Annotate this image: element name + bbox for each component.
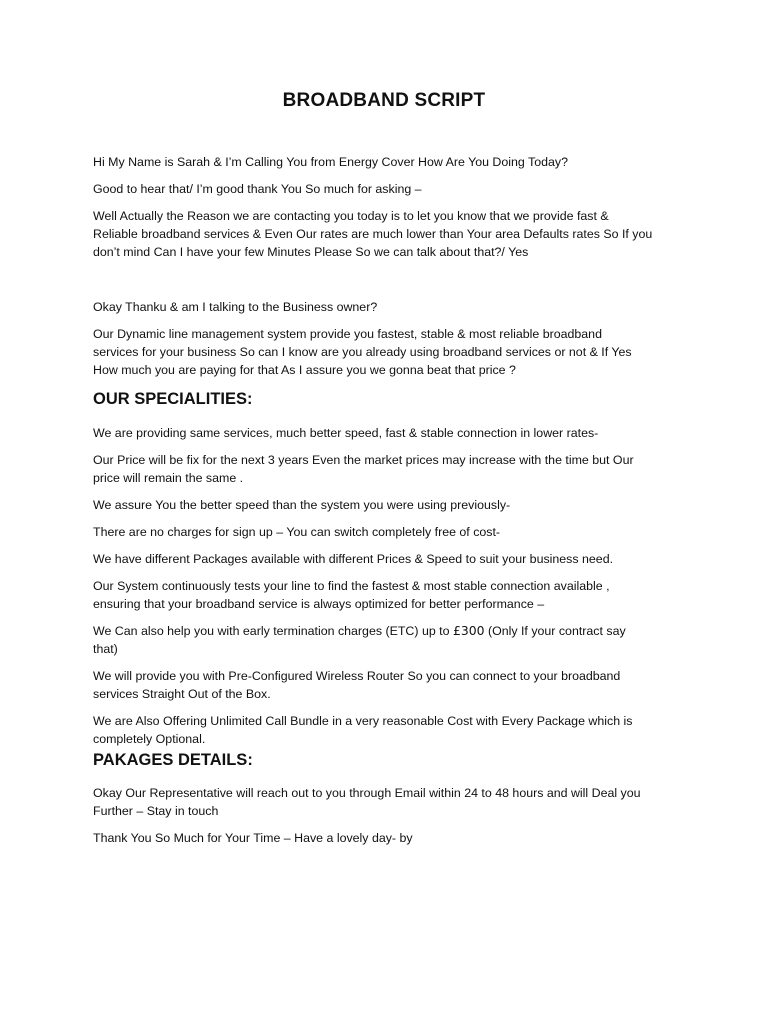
system-tests-line: Our System continuously tests your line to find the fastest & most stable connection available ,: [93, 579, 610, 593]
owner-check-line: Okay Thanku & am I talking to the Business owner?: [93, 300, 378, 314]
same-services-line: We are providing same services, much better speed, fast & stable connection in lower rates-: [93, 426, 599, 440]
system-tests-paragraph: [93, 577, 683, 613]
reason-line: Well Actually the Reason we are contacting you today is to let you know that we provide fast &: [93, 209, 609, 223]
representative-line: Further – Stay in touch: [93, 804, 219, 818]
better-speed-line: We assure You the better speed than the system you were using previously-: [93, 498, 511, 512]
etc-amount: £300: [452, 623, 485, 638]
response-line: Good to hear that/ I’m good thank You So much for asking –: [93, 182, 422, 196]
price-fix-line: Our Price will be fix for the next 3 years Even the market prices may increase with the time but Our: [93, 453, 634, 467]
system-tests-line: ensuring that your broadband service is always optimized for better performance –: [93, 597, 545, 611]
greeting-line: Hi My Name is Sarah & I’m Calling You from Energy Cover How Are You Doing Today?: [93, 155, 568, 169]
reason-line: Reliable broadband services & Even Our rates are much lower than Your area Defaults rates So If you: [93, 227, 653, 241]
dynamic-line: services for your business So can I know are you already using broadband services or not & If Yes: [93, 345, 632, 359]
etc-text-after: (Only If your contract say: [484, 624, 626, 638]
call-bundle-line: completely Optional.: [93, 732, 206, 746]
etc-text-before: We Can also help you with early termination charges (ETC) up to: [93, 624, 453, 638]
router-line: services Straight Out of the Box.: [93, 687, 271, 701]
no-charges-paragraph: [93, 523, 683, 541]
packages-heading: PAKAGES DETAILS:: [93, 751, 253, 769]
etc-line: that): [93, 642, 118, 656]
etc-paragraph: [93, 622, 683, 658]
no-charges-line: There are no charges for sign up – You can switch completely free of cost-: [93, 525, 501, 539]
response-paragraph: [93, 180, 683, 198]
reason-paragraph: [93, 207, 683, 261]
dynamic-line: How much you are paying for that As I assure you we gonna beat that price ?: [93, 363, 516, 377]
same-services-paragraph: [93, 424, 683, 442]
document-title: BROADBAND SCRIPT: [282, 90, 486, 111]
closing-paragraph: [93, 829, 683, 847]
specialities-heading: OUR SPECIALITIES:: [93, 390, 253, 408]
price-fix-paragraph: [93, 451, 683, 487]
representative-paragraph: [93, 784, 683, 820]
etc-line: [93, 622, 683, 640]
packages-line: We have different Packages available with different Prices & Speed to suit your business need.: [93, 552, 614, 566]
price-fix-line: price will remain the same .: [93, 471, 244, 485]
call-bundle-line: We are Also Offering Unlimited Call Bundle in a very reasonable Cost with Every Package which is: [93, 714, 633, 728]
router-line: We will provide you with Pre-Configured Wireless Router So you can connect to your broadband: [93, 669, 621, 683]
better-speed-paragraph: [93, 496, 683, 514]
representative-line: Okay Our Representative will reach out to you through Email within 24 to 48 hours and will Deal you: [93, 786, 641, 800]
call-bundle-paragraph: [93, 712, 683, 748]
dynamic-line: Our Dynamic line management system provide you fastest, stable & most reliable broadband: [93, 327, 602, 341]
packages-paragraph: [93, 550, 683, 568]
closing-line: Thank You So Much for Your Time – Have a lovely day- by: [93, 831, 413, 845]
owner-check-paragraph: [93, 298, 683, 316]
router-paragraph: [93, 667, 683, 703]
greeting-paragraph: [93, 153, 683, 171]
reason-line: don’t mind Can I have your few Minutes Please So we can talk about that?/ Yes: [93, 245, 529, 259]
dynamic-line-paragraph: [93, 325, 683, 379]
